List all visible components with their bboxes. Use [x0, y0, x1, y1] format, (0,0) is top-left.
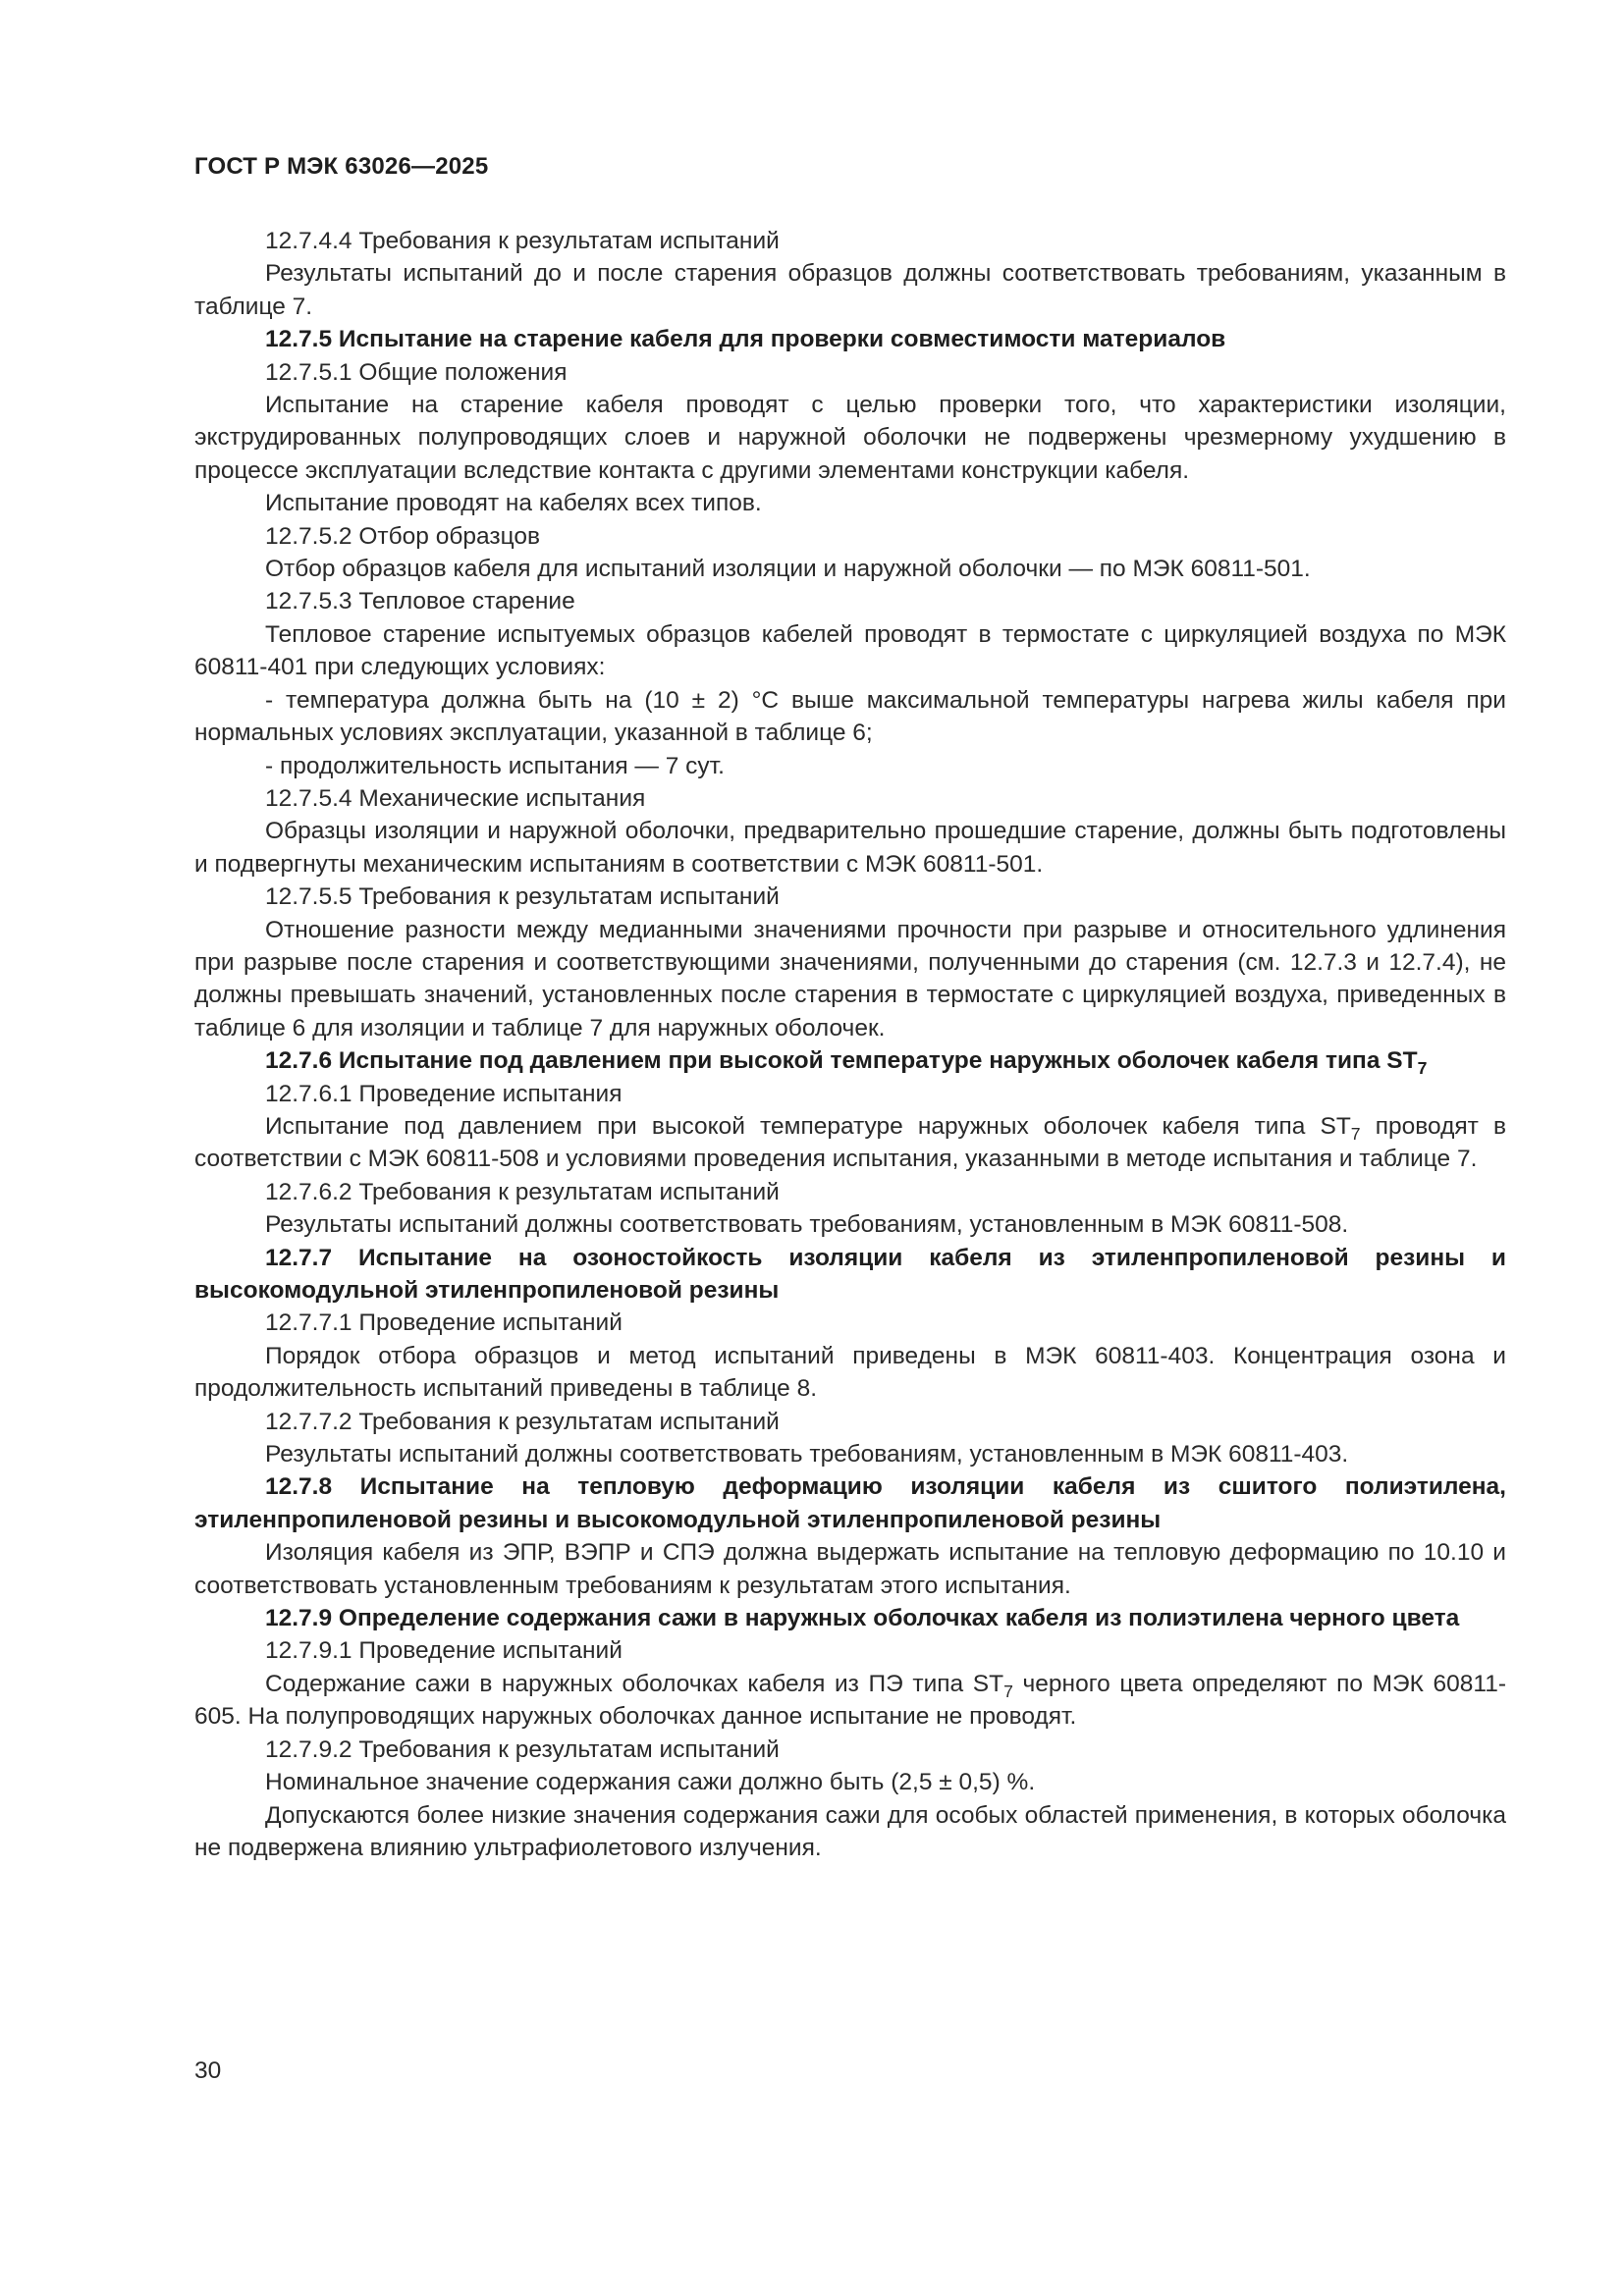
paragraph — [194, 618, 1506, 684]
paragraph — [194, 815, 1506, 881]
subsection-heading — [194, 881, 1506, 913]
subscript: 7 — [1003, 1682, 1013, 1702]
subscript: 7 — [1350, 1124, 1361, 1145]
paragraph — [194, 684, 1506, 750]
subsection-heading — [194, 585, 1506, 617]
paragraph — [194, 750, 1506, 782]
paragraph — [194, 1799, 1506, 1865]
paragraph-text: 12.7.8 Испытание на тепловую деформацию изоляции кабеля из сшитого полиэтилена, этиленпропиленовой резины и высокомодульной этиленпропиленовой резины — [194, 1473, 1506, 1533]
paragraph-text-tail: проводят в соответствии с МЭК 60811-508 и условиями проведения испытания, указанными в методе испытания и таблице 7. — [194, 1112, 1506, 1173]
subsection-heading — [194, 1176, 1506, 1208]
paragraph-text: Порядок отбора образцов и метод испытаний приведены в МЭК 60811-403. Концентрация озона и продолжительность испытаний приведены в таблице 8. — [194, 1342, 1506, 1403]
paragraph — [194, 553, 1506, 585]
paragraph — [194, 1340, 1506, 1406]
paragraph — [194, 1208, 1506, 1241]
paragraph-text: 12.7.7 Испытание на озоностойкость изоляции кабеля из этиленпропиленовой резины и высокомодульной этиленпропиленовой резины — [194, 1244, 1506, 1304]
subscript: 7 — [1417, 1058, 1428, 1079]
paragraph-text: Образцы изоляции и наружной оболочки, предварительно прошедшие старение, должны быть подготовлены и подвергнуты механическим испытаниям в соответствии с МЭК 60811-501. — [194, 818, 1506, 878]
subsection-heading — [194, 356, 1506, 389]
paragraph-text: Отбор образцов кабеля для испытаний изоляции и наружной оболочки — по МЭК 60811-501. — [265, 556, 1311, 583]
paragraph-text: 12.7.5.5 Требования к результатам испытаний — [265, 883, 780, 911]
paragraph-text: 12.7.5.2 Отбор образцов — [265, 522, 540, 550]
paragraph — [194, 1766, 1506, 1798]
paragraph — [194, 389, 1506, 487]
document-body — [194, 225, 1506, 1864]
paragraph-text: Номинальное значение содержания сажи должно быть (2,5 ± 0,5) %. — [265, 1769, 1036, 1796]
paragraph-text: 12.7.5.3 Тепловое старение — [265, 588, 575, 615]
paragraph-text: Испытание на старение кабеля проводят с целью проверки того, что характеристики изоляции, экструдированных полупроводящих слоев и наружной оболочки не подвержены чрезмерному ухудшению в процессе эксплуатации вследствие контакта с другими элементами конструкции кабеля. — [194, 392, 1506, 484]
paragraph-text: Результаты испытаний до и после старения образцов должны соответствовать требованиям, указанным в таблице 7. — [194, 260, 1506, 320]
paragraph-text: Изоляция кабеля из ЭПР, ВЭПР и СПЭ должна выдержать испытание на тепловую деформацию по 10.10 и соответствовать установленным требованиям к результатам этого испытания. — [194, 1539, 1506, 1599]
paragraph-text: 12.7.6.1 Проведение испытания — [265, 1080, 623, 1107]
section-heading — [194, 1470, 1506, 1536]
paragraph-text: - температура должна быть на (10 ± 2) °С выше максимальной температуры нагрева жилы кабеля при нормальных условиях эксплуатации, указанной в таблице 6; — [194, 686, 1506, 747]
paragraph-text: - продолжительность испытания — 7 сут. — [265, 752, 725, 779]
paragraph-text: 12.7.9 Определение содержания сажи в наружных оболочках кабеля из полиэтилена черного цвета — [265, 1605, 1460, 1632]
paragraph-text: 12.7.6.2 Требования к результатам испытаний — [265, 1178, 780, 1205]
subsection-heading — [194, 520, 1506, 553]
paragraph — [194, 487, 1506, 519]
paragraph-text: 12.7.7.1 Проведение испытаний — [265, 1309, 623, 1337]
paragraph-text: Результаты испытаний должны соответствовать требованиям, установленным в МЭК 60811-508. — [265, 1211, 1349, 1239]
paragraph-text: 12.7.9.2 Требования к результатам испытаний — [265, 1735, 780, 1763]
paragraph-text: Тепловое старение испытуемых образцов кабелей проводят в термостате с циркуляцией воздуха по МЭК 60811-401 при следующих условиях: — [194, 620, 1506, 681]
paragraph-text: Испытание под давлением при высокой температуре наружных оболочек кабеля типа ST — [265, 1112, 1351, 1140]
paragraph-text: 12.7.9.1 Проведение испытаний — [265, 1637, 623, 1665]
paragraph-text: Содержание сажи в наружных оболочках кабеля из ПЭ типа ST — [265, 1670, 1004, 1697]
page-number: 30 — [194, 2057, 222, 2084]
subsection-heading — [194, 1634, 1506, 1667]
section-heading — [194, 1044, 1506, 1077]
paragraph-text: Допускаются более низкие значения содержания сажи для особых областей применения, в которых оболочка не подвержена влиянию ультрафиолетового излучения. — [194, 1801, 1506, 1861]
subsection-heading — [194, 1734, 1506, 1766]
paragraph — [194, 1438, 1506, 1470]
paragraph-text: 12.7.5.4 Механические испытания — [265, 784, 646, 812]
paragraph-text: Испытание проводят на кабелях всех типов. — [265, 490, 762, 517]
section-heading — [194, 323, 1506, 355]
paragraph-text: Отношение разности между медианными значениями прочности при разрыве и относительного удлинения при разрыве после старения и соответствующими значениями, полученными до старения (см. 12.7.3 и 12.7.4), не должны превышать значений, установленных после старения в термостате с циркуляцией воздуха, приведенных в таблице 6 для изоляции и таблице 7 для наружных оболочек. — [194, 916, 1506, 1041]
section-heading — [194, 1242, 1506, 1308]
paragraph-text: 12.7.6 Испытание под давлением при высокой температуре наружных оболочек кабеля типа ST — [265, 1047, 1418, 1075]
paragraph-text: 12.7.5.1 Общие положения — [265, 358, 568, 386]
subsection-heading — [194, 782, 1506, 815]
subsection-heading — [194, 1307, 1506, 1339]
subsection-heading — [194, 1406, 1506, 1438]
paragraph — [194, 914, 1506, 1045]
paragraph-text: 12.7.5 Испытание на старение кабеля для проверки совместимости материалов — [265, 326, 1226, 353]
subsection-heading — [194, 1078, 1506, 1110]
paragraph-text-tail: черного цвета определяют по МЭК 60811-605. На полупроводящих наружных оболочках данное испытание не проводят. — [194, 1670, 1506, 1731]
paragraph-text: 12.7.4.4 Требования к результатам испытаний — [265, 228, 780, 254]
paragraph-text: Результаты испытаний должны соответствовать требованиям, установленным в МЭК 60811-403. — [265, 1441, 1349, 1468]
paragraph — [194, 257, 1506, 323]
document-header: ГОСТ Р МЭК 63026—2025 — [194, 153, 489, 180]
paragraph — [194, 1110, 1506, 1176]
paragraph-text: 12.7.7.2 Требования к результатам испытаний — [265, 1408, 780, 1435]
subsection-heading — [194, 225, 1506, 257]
section-heading — [194, 1602, 1506, 1634]
paragraph — [194, 1668, 1506, 1734]
paragraph — [194, 1536, 1506, 1602]
